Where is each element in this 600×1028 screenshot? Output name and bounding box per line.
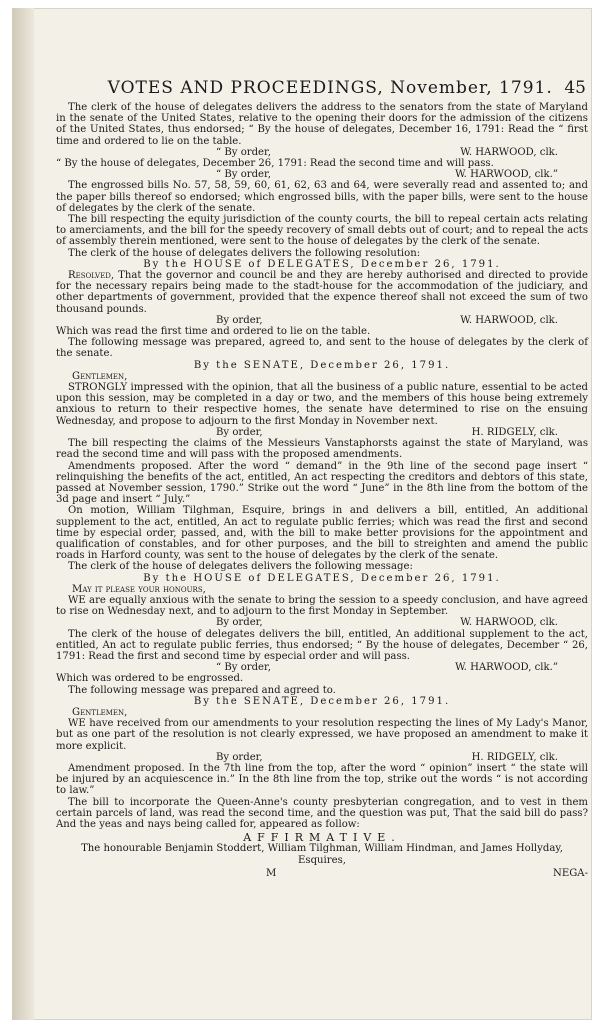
section-heading: By the HOUSE of DELEGATES, December 26, 1791. [143, 258, 501, 270]
paragraph: WE are equally anxious with the senate to bring the session to a speedy conclusion, and have agreed to rise on Wednesday next, and to adjourn to the first Monday in September. [56, 594, 588, 618]
paragraph [56, 270, 588, 315]
paragraph: The bill respecting the claims of the Messieurs Vanstaphorsts against the state of Maryland, was read the second time and will pass with the proposed amendments. [56, 438, 588, 461]
clerk-name: W. HARWOOD, clk.” [455, 169, 558, 181]
salutation: May it please your honours, [72, 583, 206, 595]
resolved-word: Resolved, [68, 270, 115, 282]
paragraph: The clerk of the house of delegates delivers the following message: [68, 561, 413, 573]
paragraph: “ By the house of delegates, December 26, 1791: Read the second time and will pass. [56, 158, 494, 170]
section-heading: By the SENATE, December 26, 1791. [193, 359, 451, 371]
paragraph: Which was read the first time and ordered to lie on the table. [56, 326, 371, 338]
catchword: NEGA- [553, 867, 588, 879]
paragraph: The clerk of the house of delegates delivers the bill, entitled, An additional supplement to the act, entitled, An act to regulate public ferries, thus endorsed; “ By the house of delegates, December “ 26, 1791: Read the first and second time by especial order and will pass. [56, 628, 588, 662]
paragraph: The engrossed bills No. 57, 58, 59, 60, 61, 62, 63 and 64, were severally read and assented to; and the paper bills thereof so endorsed; which engrossed bills, with the paper bills, were sent to the house of delegates by the clerk of the senate. [56, 180, 588, 214]
paragraph: On motion, William Tilghman, Esquire, brings in and delivers a bill, entitled, An additional supplement to the act, entitled, An act to regulate public ferries; which was read the first and second time by especial order, passed, and, with the bill to make better provisions for the appointment and qualification of constables, and for other purposes, and the bill to streighten and amend the public roads in Harford county, was sent to the house of delegates by the clerk of the senate. [56, 505, 588, 562]
paragraph: The following message was prepared, agreed to, and sent to the house of delegates by the clerk of the senate. [56, 337, 588, 360]
clerk-name: W. HARWOOD, clk. [460, 314, 558, 326]
resolution-text: That the governor and council be and they are hereby authorised and directed to provide for the necessary repairs being made to the stadt-house for the accommodation of the judiciary, and other departments of government, provided that the expence thereof shall not exceed the sum of two thousand pounds. [56, 270, 588, 315]
paragraph: The following message was prepared and agreed to. [68, 684, 336, 696]
clerk-name: W. HARWOOD, clk.” [455, 662, 558, 674]
by-order: By order, [216, 751, 263, 763]
signature-line [56, 315, 588, 326]
signature-line [56, 427, 588, 438]
clerk-name: H. RIDGELY, clk. [471, 751, 558, 763]
paragraph: The clerk of the house of delegates delivers the address to the senators from the state of Maryland in the senate of the United States, relative to the opening their doors for the admission of the citizens of the United States, thus endorsed; “ By the house of delegates, December 16, 1791: Read the “ first time and ordered to lie on the table. [56, 102, 588, 147]
paragraph: Which was ordered to be engrossed. [56, 673, 244, 685]
section-heading: By the HOUSE of DELEGATES, December 26, 1791. [143, 572, 501, 584]
by-order: By order, [216, 426, 263, 438]
yeas-names: The honourable Benjamin Stoddert, William Tilghman, William Hindman, and James Hollyday, Esquires, [81, 843, 563, 866]
by-order: “ By order, [216, 146, 271, 158]
paragraph: STRONGLY impressed with the opinion, that all the business of a public nature, essential to be acted upon this session, may be completed in a day or two, and the members of this house being extremely anxious to return to their respective homes, the senate have determined to rise on the ensuing Wednesday, and propose to adjourn to the first Monday in November next. [56, 382, 588, 427]
by-order: “ By order, [216, 662, 271, 674]
signature-line [56, 662, 588, 673]
signature-line [56, 169, 588, 180]
affirmative-heading: AFFIRMATIVE. [243, 831, 401, 845]
paragraph: The clerk of the house of delegates delivers the following resolution: [68, 247, 421, 259]
by-order: “ By order, [216, 169, 271, 181]
body-text [56, 102, 588, 879]
signature-line [56, 147, 588, 158]
section-heading: By the SENATE, December 26, 1791. [193, 695, 451, 707]
signature-line [56, 752, 588, 763]
clerk-name: W. HARWOOD, clk. [460, 617, 558, 629]
signature-line [56, 617, 588, 628]
paragraph: WE have received from our amendments to your resolution respecting the lines of My Lady's Manor, but as one part of the resolution is not clearly expressed, we have proposed an amendment to make it more explicit. [56, 718, 588, 752]
paragraph: The bill to incorporate the Queen-Anne's county presbyterian congregation, and to vest in them certain parcels of land, was read the second time, and the question was put, That the said bill do pass? And the yeas and nays being called for, appeared as follow: [56, 796, 588, 830]
clerk-name: W. HARWOOD, clk. [460, 146, 558, 158]
paragraph: Amendments proposed. After the word “ demand” in the 9th line of the second page insert “ relinquishing the benefits of the act, entitled, An act respecting the creditors and debtors of this state, passed at November session, 1790.” Strike out the word “ June” in the 8th line from the bottom of the 3d page and insert “ July.” [56, 460, 588, 506]
page-number: 45 [564, 78, 586, 98]
page-footer [56, 868, 588, 879]
by-order: By order, [216, 314, 263, 326]
page-title: VOTES AND PROCEEDINGS, November, 1791. [107, 78, 553, 98]
signature-mark: M [266, 867, 277, 879]
paragraph: The bill respecting the equity jurisdiction of the county courts, the bill to repeal certain acts relating to amerciaments, and the bill for the speedy recovery of small debts out of court; and to repeal the acts of assembly therein mentioned, were sent to the house of delegates by the clerk of the senate. [56, 214, 588, 248]
salutation: Gentlemen, [72, 706, 128, 718]
salutation: Gentlemen, [72, 370, 128, 382]
binding-gutter [12, 8, 34, 1020]
paragraph: Amendment proposed. In the 7th line from the top, after the word “ opinion” insert “ the state will be injured by an acquiescence in.” In the 8th line from the top, strike out the words “ is not according to law.” [56, 762, 588, 797]
running-header [96, 78, 586, 98]
clerk-name: H. RIDGELY, clk. [471, 426, 558, 438]
by-order: By order, [216, 617, 263, 629]
